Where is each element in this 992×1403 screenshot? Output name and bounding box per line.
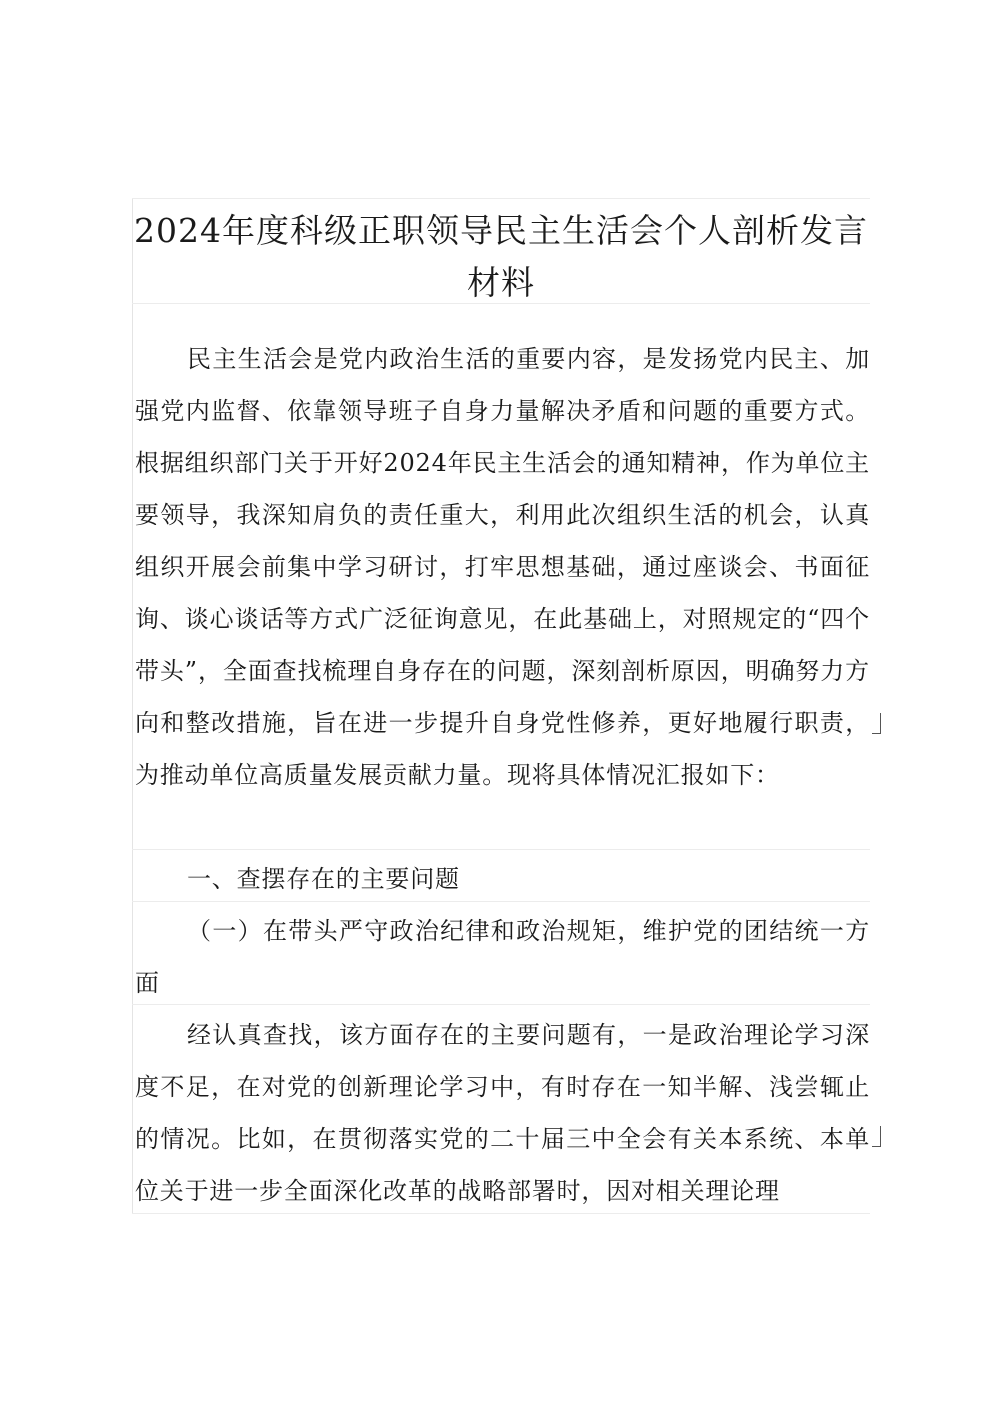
margin-bracket-mark — [872, 713, 881, 734]
scan-frame-line — [132, 198, 133, 1214]
margin-bracket-mark — [872, 1126, 881, 1147]
scan-rule-line — [132, 849, 870, 850]
section-heading: 一、查摆存在的主要问题 — [187, 865, 460, 893]
intro-paragraph: 民主生活会是党内政治生活的重要内容，是发扬党内民主、加强党内监督、依靠领导班子自身力量解决矛盾和问题的重要方式。根据组织部门关于开好2024年民主生活会的通知精神，作为单位主要领导，我深知肩负的责任重大，利用此次组织生活的机会，认真组织开展会前集中学习研讨，打牢思想基础，通过座谈会、书面征询、谈心谈话等方式广泛征询意见，在此基础上，对照规定的“四个带头”，全面查找梳理自身存在的问题，深刻剖析原因，明确努力方向和整改措施，旨在进一步提升自身党性修养，更好地履行职责，为推动单位高质量发展贡献力量。现将具体情况汇报如下： — [135, 345, 870, 789]
document-title: 2024年度科级正职领导民主生活会个人剖析发言材料 — [134, 211, 868, 302]
body-paragraph: 经认真查找，该方面存在的主要问题有，一是政治理论学习深度不足，在对党的创新理论学习中，有时存在一知半解、浅尝辄止的情况。比如，在贯彻落实党的二十届三中全会有关本系统、本单位关于进一步全面深化改革的战略部署时，因对相关理论理 — [135, 1021, 870, 1205]
subsection-heading: （一）在带头严守政治纪律和政治规矩，维护党的团结统一方面 — [135, 917, 870, 997]
scan-rule-line — [132, 198, 870, 199]
